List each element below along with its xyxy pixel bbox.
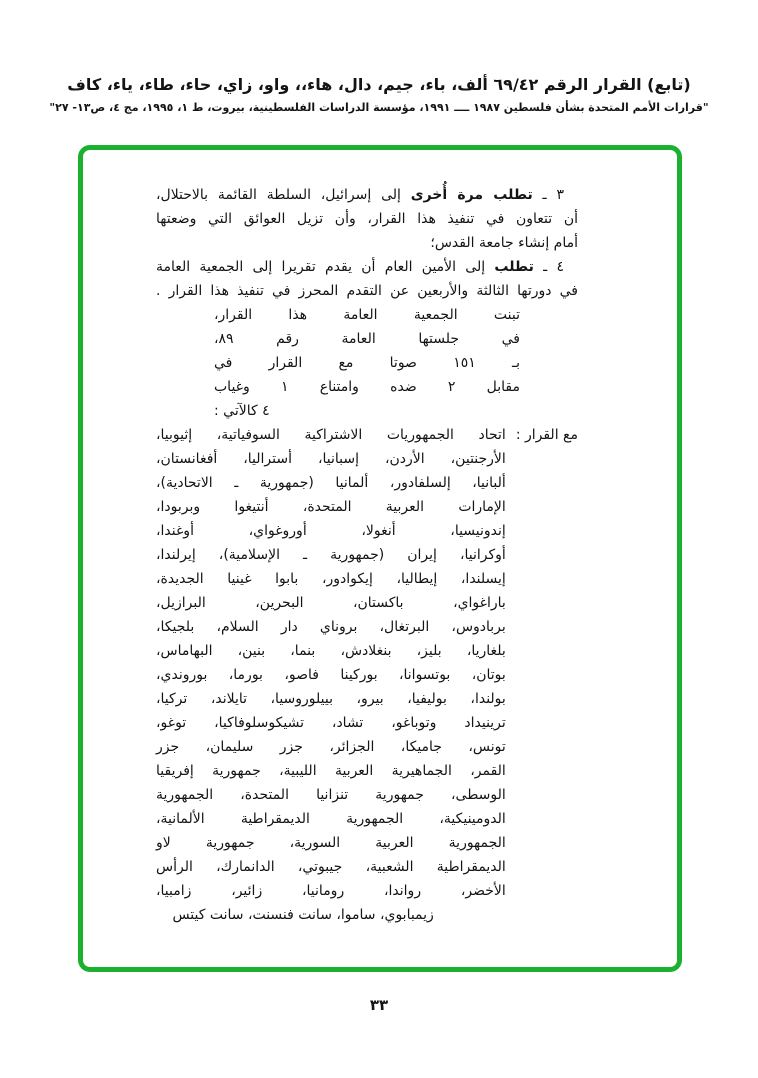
country-list-line: باراغواي، باكستان، البحرين، البرازيل، — [156, 595, 506, 611]
paragraph-4-line-2: في دورتها الثالثة والأربعين عن التقدم المحرز في تنفيذ هذا القرار . — [156, 283, 578, 299]
country-list-line: اتحاد الجمهوريات الاشتراكية السوفياتية، إثيوبيا، — [156, 427, 506, 443]
source-citation: "قرارات الأمم المتحدة بشأن فلسطين ١٩٨٧ ــــ ١٩٩١، مؤسسة الدراسات الفلسطينية، بيروت، ط ١، ١٩٩٥، مج ٤، ص١٣- ٢٧" — [49, 101, 709, 114]
country-list-line: الأخضر، رواندا، رومانيا، زائير، زامبيا، — [156, 883, 506, 899]
country-list-line: إيسلندا، إيطاليا، إيكوادور، بابوا غينيا الجديدة، — [156, 571, 506, 587]
country-list-line: القمر، الجماهيرية العربية الليبية، جمهورية إفريقيا — [156, 763, 506, 779]
paragraph-4-bold-lead: تطلب — [494, 259, 534, 275]
country-list-line: ألبانيا، إلسلفادور، ألمانيا (جمهورية ـ الاتحادية)، — [156, 475, 506, 491]
country-list-line: الدومينيكية، الجمهورية الديمقراطية الألمانية، — [156, 811, 506, 827]
countries-in-favour — [156, 423, 506, 927]
green-border-box — [78, 145, 682, 972]
resolution-title: (تابع) القرار الرقم ٦٩/٤٢ ألف، باء، جيم، دال، هاء،، واو، زاي، حاء، طاء، ياء، كاف — [67, 75, 691, 94]
country-list-line: بولندا، بوليفيا، بيرو، بييلوروسيا، تايلاند، تركيا، — [156, 691, 506, 707]
country-list-line: الديمقراطية الشعبية، جيبوتي، الدانمارك، الرأس — [156, 859, 506, 875]
country-list-line: الإمارات العربية المتحدة، أنتيغوا وبربودا، — [156, 499, 506, 515]
country-list-line-last: زيمبابوي، ساموا، سانت فنسنت، سانت كيتس — [172, 907, 434, 923]
vote-note-line-last: ٤ كالآتي : — [214, 403, 270, 419]
vote-note-line: في جلستها العامة رقم ٨٩، — [214, 331, 520, 347]
paragraph-4-line-1 — [156, 255, 578, 279]
paragraph-3-bold-lead: تطلب مرة أُخرى — [410, 187, 533, 203]
country-list-line: ترينيداد وتوباغو، تشاد، تشيكوسلوفاكيا، توغو، — [156, 715, 506, 731]
paragraph-3-line-1 — [156, 183, 578, 207]
country-list-line: الأرجنتين، الأردن، إسبانيا، أستراليا، أفغانستان، — [156, 451, 506, 467]
country-list-line: بربادوس، البرتغال، بروناي دار السلام، بلجيكا، — [156, 619, 506, 635]
vote-note-line: بـ ١٥١ صوتا مع القرار في — [214, 355, 520, 371]
country-list-line: الوسطى، جمهورية تنزانيا المتحدة، الجمهورية — [156, 787, 506, 803]
paragraph-3-line-3: أمام إنشاء جامعة القدس؛ — [430, 235, 578, 251]
country-list-line: الجمهورية العربية السورية، جمهورية لاو — [156, 835, 506, 851]
vote-note-line: مقابل ٢ ضده وامتناع ١ وغياب — [214, 379, 521, 395]
page-number: ٣٣ — [369, 996, 389, 1014]
page-header — [0, 74, 758, 116]
paragraph-3-line-1-rest: إلى إسرائيل، السلطة القائمة بالاحتلال، — [156, 187, 411, 203]
country-list-line: تونس، جاميكا، الجزائر، جزر سليمان، جزر — [156, 739, 506, 755]
paragraph-3-line-2: أن تتعاون في تنفيذ هذا القرار، وأن تزيل العوائق التي وضعتها — [156, 211, 578, 227]
country-list-line: بوتان، بوتسوانا، بوركينا فاصو، بورما، بوروندي، — [156, 667, 506, 683]
country-list-line: أوكرانيا، إيران (جمهورية ـ الإسلامية)، إيرلندا، — [156, 547, 506, 563]
paragraph-4-line-1-rest: إلى الأمين العام أن يقدم تقريرا إلى الجمعية العامة — [156, 259, 495, 275]
vote-result-list — [156, 423, 578, 927]
paragraph-4-number: ٤ ـ — [533, 259, 564, 275]
country-list-line: بلغاريا، بليز، بنغلادش، بنما، بنين، البهاماس، — [156, 643, 506, 659]
vote-note-block — [214, 303, 520, 423]
paragraph-3-number: ٣ ـ — [532, 187, 564, 203]
with-resolution-label: مع القرار : — [515, 427, 578, 443]
vote-note-line: تبنت الجمعية العامة هذا القرار، — [214, 307, 520, 323]
country-list-line: إندونيسيا، أنغولا، أوروغواي، أوغندا، — [156, 523, 506, 539]
